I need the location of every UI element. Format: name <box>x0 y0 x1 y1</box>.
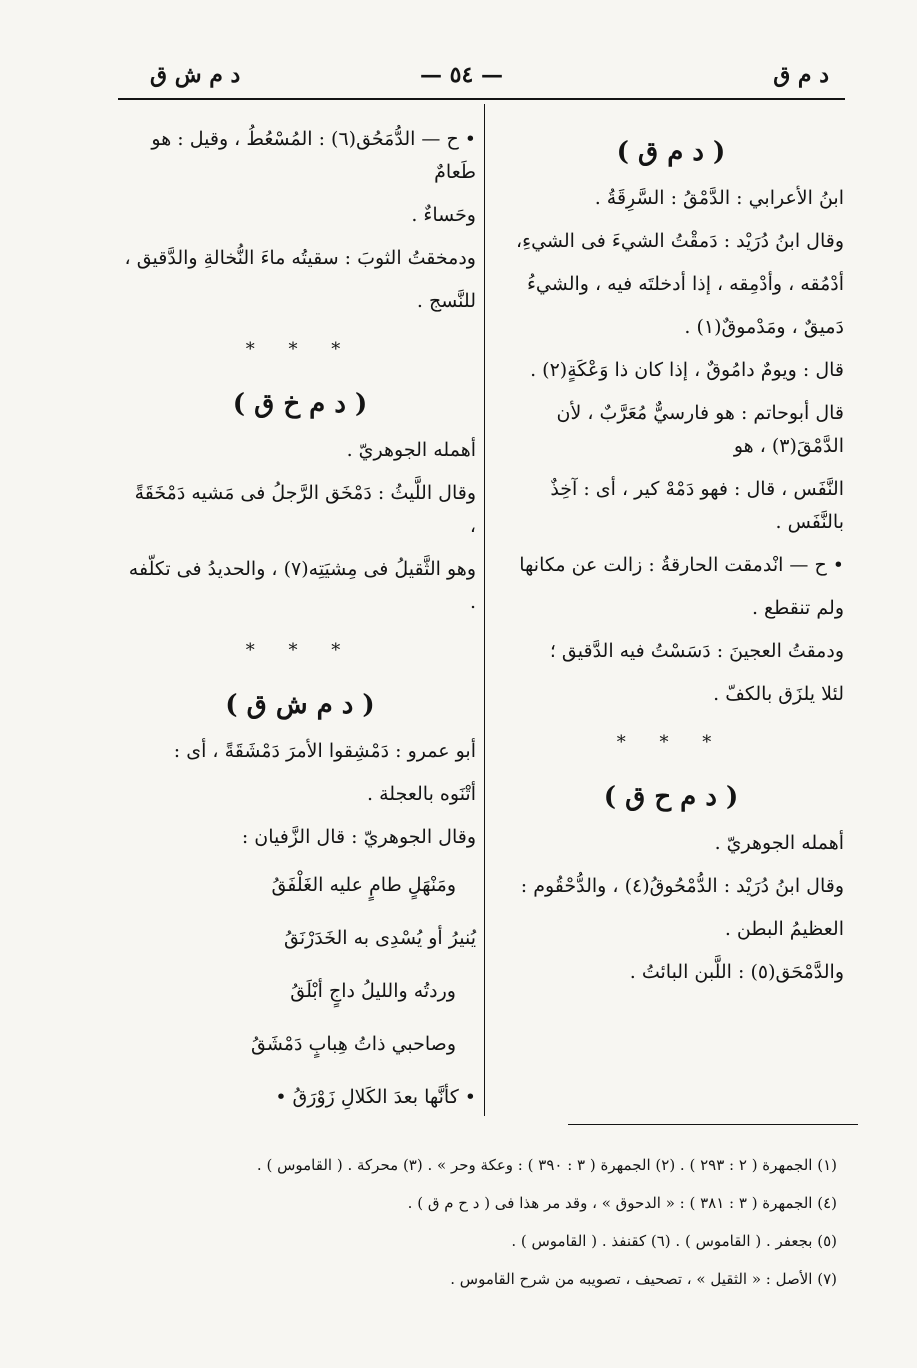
right-column <box>498 118 844 994</box>
section-separator: * * * <box>616 732 726 753</box>
paragraph: وحَساءٌ . <box>411 204 476 226</box>
paragraph: وهو الثَّقيلُ فى مِشيَتِه(٧) ، والحديدُ فى تكلّفه . <box>128 558 476 613</box>
paragraph: وقال الجوهريّ : قال الزَّفيان : <box>241 826 476 848</box>
entry-title: ( د م ق ) <box>616 137 726 167</box>
paragraph: العظيمُ البطن . <box>724 918 844 940</box>
paragraph: • ح — انْدمقت الحارقةُ : زالت عن مكانها <box>519 554 844 576</box>
poem-verse: يُنيرُ أو يُسْدِى به الخَدَرْنَقُ <box>283 927 476 949</box>
paragraph: للنَّسج . <box>416 290 476 312</box>
paragraph: وقال ابنُ دُرَيْد : الدُّمْحُوقُ(٤) ، والدُّحْقُوم : <box>520 875 844 897</box>
paragraph: أتْنَوه بالعجلة . <box>367 783 476 805</box>
column-divider <box>484 104 485 1116</box>
left-column <box>124 118 476 1124</box>
paragraph: أهمله الجوهريّ . <box>346 439 476 461</box>
paragraph: قال أبوحاتم : هو فارسيٌّ مُعَرَّبٌ ، لأن الدَّمْقَ(٣) ، هو <box>556 402 844 457</box>
poem-verse: • كأنَّها بعدَ الكَلالِ زَوْرَقُ • <box>275 1086 476 1108</box>
paragraph: ولم تنقطع . <box>751 597 844 619</box>
page-number: — ٥٤ — <box>420 62 503 88</box>
header-root-left: د م ش ق <box>150 62 241 88</box>
poem-verse: وردتُه والليلُ داجٍ أبْلَقُ <box>290 980 456 1002</box>
entry-title: ( د م ش ق ) <box>225 690 375 720</box>
paragraph: النَّفَس ، قال : فهو دَمْهْ كير ، أى : آخِذٌ بالنَّفَس . <box>550 478 844 533</box>
paragraph: والدَّمْحَق(٥) : اللَّبن البائتُ . <box>629 961 844 983</box>
section-separator: * * * <box>245 640 355 661</box>
paragraph: وقال ابنُ دُرَيْد : دَمقْتُ الشيءَ فى الشيءِ، <box>516 230 844 252</box>
paragraph: أبو عمرو : دَمْشِقوا الأمرَ دَمْشَقَةً ، أى : <box>173 740 476 762</box>
footnote-line: (١) الجمهرة ( ٢ : ٢٩٣ ) . (٢) الجمهرة ( ٣ : ٣٩٠ ) : وعكة وحر » . (٣) محركة . ( القاموس ) . <box>256 1156 837 1174</box>
entry-title: ( د م ح ق ) <box>603 782 739 812</box>
paragraph: أدْمُقه ، وأدْمِقه ، إذا أدخلتَه فيه ، والشيءُ <box>527 273 844 295</box>
paragraph: دَميقٌ ، ومَدْموقٌ(١) . <box>684 316 844 338</box>
poem-verse: وصاحبي ذاتُ هِبابٍ دَمْشَقُ <box>250 1033 456 1055</box>
header-rule <box>118 98 845 100</box>
paragraph: قال : ويومٌ دامُوقٌ ، إذا كان ذا وَعْكَةٍ(٢) . <box>530 359 844 381</box>
paragraph: أهمله الجوهريّ . <box>714 832 844 854</box>
paragraph: ابنُ الأعرابي : الدَّمْقُ : السَّرِقَةُ . <box>594 187 844 209</box>
footnote-line: (٤) الجمهرة ( ٣ : ٣٨١ ) : « الدحوق » ، وقد مر هذا فى ( د ح م ق ) . <box>407 1194 837 1212</box>
paragraph: ودمخقتُ الثوبَ : سقيتُه ماءَ النُّخالةِ والدَّقيق ، <box>124 247 476 269</box>
paragraph: ودمقتُ العجينَ : دَسَسْتُ فيه الدَّقيق ؛ <box>549 640 844 662</box>
footnote-line: (٧) الأصل : « الثقيل » ، تصحيف ، تصويبه من شرح القاموس . <box>450 1270 837 1288</box>
paragraph: لئلا يلزَق بالكفّ . <box>713 683 844 705</box>
section-separator: * * * <box>245 339 355 360</box>
footnotes <box>120 1146 837 1298</box>
paragraph: وقال اللَّيثُ : دَمْخَق الرَّجلُ فى مَشيه دَمْخَقَةً ، <box>134 482 476 537</box>
footnote-rule <box>568 1124 858 1125</box>
poem-verse: ومَنْهَلٍ طامٍ عليه الغَلْفَقُ <box>271 874 456 896</box>
paragraph: • ح — الدُّمَحُق(٦) : المُسْعُطُ ، وقيل : هو طَعامٌ <box>151 128 476 183</box>
footnote-line: (٥) بجعفر . ( القاموس ) . (٦) كقنفذ . ( القاموس ) . <box>511 1232 837 1250</box>
header-root-right: د م ق <box>773 62 829 88</box>
entry-title: ( د م خ ق ) <box>232 389 368 419</box>
